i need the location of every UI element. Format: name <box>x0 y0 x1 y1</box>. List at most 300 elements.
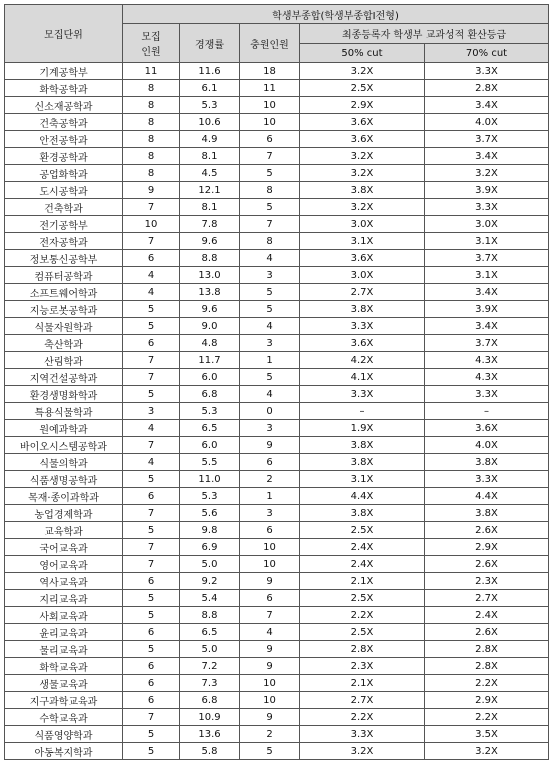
table-body <box>5 63 549 760</box>
extra-cell: 10 <box>240 97 300 114</box>
table-row <box>5 216 549 233</box>
table-row <box>5 318 549 335</box>
unit-cell: 건축학과 <box>5 199 123 216</box>
cut50-cell: 2.4X <box>300 556 425 573</box>
unit-cell: 공업화학과 <box>5 165 123 182</box>
cut70-cell: 3.3X <box>425 199 549 216</box>
table-row <box>5 539 549 556</box>
unit-cell: 산림학과 <box>5 352 123 369</box>
extra-cell: 1 <box>240 352 300 369</box>
ratio-cell: 9.8 <box>180 522 240 539</box>
cut50-cell: 3.2X <box>300 148 425 165</box>
quota-cell: 6 <box>123 250 180 267</box>
cut70-cell: 3.6X <box>425 420 549 437</box>
ratio-cell: 6.8 <box>180 386 240 403</box>
quota-header-line1: 모집 <box>141 32 161 43</box>
cut70-cell: 4.4X <box>425 488 549 505</box>
table-row <box>5 641 549 658</box>
quota-cell: 7 <box>123 709 180 726</box>
quota-cell: 6 <box>123 658 180 675</box>
table-row <box>5 80 549 97</box>
cut50-cell: 3.3X <box>300 318 425 335</box>
ratio-cell: 13.8 <box>180 284 240 301</box>
cut50-cell: 2.5X <box>300 80 425 97</box>
unit-cell: 신소재공학과 <box>5 97 123 114</box>
cut70-cell: 2.4X <box>425 607 549 624</box>
ratio-cell: 9.0 <box>180 318 240 335</box>
quota-cell: 5 <box>123 641 180 658</box>
ratio-cell: 5.5 <box>180 454 240 471</box>
unit-cell: 역사교육과 <box>5 573 123 590</box>
quota-cell: 7 <box>123 539 180 556</box>
ratio-cell: 9.2 <box>180 573 240 590</box>
cut50-cell: 3.6X <box>300 114 425 131</box>
ratio-cell: 6.9 <box>180 539 240 556</box>
ratio-cell: 4.9 <box>180 131 240 148</box>
quota-cell: 6 <box>123 675 180 692</box>
extra-cell: 18 <box>240 63 300 80</box>
table-row <box>5 148 549 165</box>
quota-cell: 5 <box>123 743 180 760</box>
table-row <box>5 743 549 760</box>
cut70-cell: 2.3X <box>425 573 549 590</box>
extra-cell: 9 <box>240 573 300 590</box>
cut70-cell: 3.3X <box>425 471 549 488</box>
extra-cell: 5 <box>240 284 300 301</box>
unit-cell: 식품영양학과 <box>5 726 123 743</box>
ratio-cell: 11.7 <box>180 352 240 369</box>
quota-cell: 4 <box>123 267 180 284</box>
cut50-cell: 4.1X <box>300 369 425 386</box>
quota-cell: 8 <box>123 148 180 165</box>
unit-cell: 윤리교육과 <box>5 624 123 641</box>
unit-cell: 물리교육과 <box>5 641 123 658</box>
unit-cell: 화학교육과 <box>5 658 123 675</box>
table-row <box>5 131 549 148</box>
extra-cell: 5 <box>240 165 300 182</box>
table-row <box>5 505 549 522</box>
quota-cell: 8 <box>123 165 180 182</box>
unit-cell: 환경공학과 <box>5 148 123 165</box>
cut50-cell: 3.6X <box>300 250 425 267</box>
program-group-header: 학생부종합(학생부종합Ⅰ전형) <box>123 5 549 24</box>
unit-cell: 화학공학과 <box>5 80 123 97</box>
table-row <box>5 403 549 420</box>
cut50-cell: 2.7X <box>300 284 425 301</box>
ratio-cell: 7.2 <box>180 658 240 675</box>
cut50-cell: 2.4X <box>300 539 425 556</box>
table-row <box>5 352 549 369</box>
quota-cell: 4 <box>123 420 180 437</box>
cut70-cell: 3.7X <box>425 131 549 148</box>
extra-cell: 6 <box>240 131 300 148</box>
unit-cell: 아동복지학과 <box>5 743 123 760</box>
unit-cell: 수학교육과 <box>5 709 123 726</box>
cut50-cell: 2.2X <box>300 607 425 624</box>
cut70-cell: 2.7X <box>425 590 549 607</box>
quota-cell: 5 <box>123 318 180 335</box>
quota-cell: 6 <box>123 488 180 505</box>
unit-cell: 특용식물학과 <box>5 403 123 420</box>
cut50-cell: 3.1X <box>300 471 425 488</box>
cut50-cell: 2.5X <box>300 590 425 607</box>
unit-cell: 사회교육과 <box>5 607 123 624</box>
cut70-cell: 3.3X <box>425 386 549 403</box>
table-row <box>5 97 549 114</box>
ratio-cell: 5.3 <box>180 488 240 505</box>
extra-cell: 5 <box>240 743 300 760</box>
cut50-cell: 3.0X <box>300 267 425 284</box>
extra-cell: 9 <box>240 641 300 658</box>
ratio-cell: 4.8 <box>180 335 240 352</box>
table-row <box>5 675 549 692</box>
cut70-cell: 2.2X <box>425 675 549 692</box>
table-row <box>5 114 549 131</box>
extra-cell: 3 <box>240 267 300 284</box>
quota-cell: 6 <box>123 624 180 641</box>
cut70-cell: 3.4X <box>425 148 549 165</box>
table-row <box>5 165 549 182</box>
table-row <box>5 420 549 437</box>
cut50-cell: 3.0X <box>300 216 425 233</box>
extra-cell: 3 <box>240 335 300 352</box>
cut50-cell: 3.8X <box>300 437 425 454</box>
extra-cell: 10 <box>240 539 300 556</box>
unit-cell: 지리교육과 <box>5 590 123 607</box>
cut50-cell: 2.8X <box>300 641 425 658</box>
cut50-header: 50% cut <box>300 44 425 63</box>
ratio-cell: 5.3 <box>180 97 240 114</box>
cut70-cell: 2.6X <box>425 556 549 573</box>
cut70-cell: 2.6X <box>425 624 549 641</box>
cut70-cell: 3.4X <box>425 318 549 335</box>
table-row <box>5 301 549 318</box>
cut50-cell: 4.2X <box>300 352 425 369</box>
cut50-cell: 2.2X <box>300 709 425 726</box>
extra-cell: 9 <box>240 437 300 454</box>
cut70-cell: 3.1X <box>425 267 549 284</box>
quota-cell: 5 <box>123 386 180 403</box>
cut70-cell: 3.9X <box>425 182 549 199</box>
table-row <box>5 658 549 675</box>
table-row <box>5 692 549 709</box>
unit-cell: 건축공학과 <box>5 114 123 131</box>
table-row <box>5 590 549 607</box>
cut50-cell: – <box>300 403 425 420</box>
cut70-cell: 3.0X <box>425 216 549 233</box>
extra-cell: 4 <box>240 386 300 403</box>
quota-cell: 5 <box>123 301 180 318</box>
quota-cell: 5 <box>123 471 180 488</box>
cut50-cell: 2.5X <box>300 624 425 641</box>
table-row <box>5 233 549 250</box>
quota-cell: 4 <box>123 454 180 471</box>
table-row <box>5 471 549 488</box>
ratio-header: 경쟁률 <box>180 24 240 63</box>
grade-group-header: 최종등록자 학생부 교과성적 환산등급 <box>300 24 549 44</box>
extra-cell: 7 <box>240 148 300 165</box>
quota-cell: 8 <box>123 80 180 97</box>
ratio-cell: 5.3 <box>180 403 240 420</box>
extra-cell: 6 <box>240 454 300 471</box>
table-row <box>5 182 549 199</box>
table-row <box>5 726 549 743</box>
table-row <box>5 607 549 624</box>
extra-cell: 0 <box>240 403 300 420</box>
cut70-cell: 3.8X <box>425 454 549 471</box>
extra-cell: 10 <box>240 556 300 573</box>
table-row <box>5 556 549 573</box>
ratio-cell: 13.0 <box>180 267 240 284</box>
cut70-cell: 2.9X <box>425 539 549 556</box>
cut50-cell: 3.3X <box>300 726 425 743</box>
cut70-cell: 4.0X <box>425 114 549 131</box>
quota-cell: 7 <box>123 199 180 216</box>
extra-cell: 1 <box>240 488 300 505</box>
ratio-cell: 8.8 <box>180 607 240 624</box>
cut50-cell: 3.6X <box>300 131 425 148</box>
extra-cell: 6 <box>240 590 300 607</box>
cut50-cell: 2.7X <box>300 692 425 709</box>
cut70-cell: 3.9X <box>425 301 549 318</box>
unit-cell: 목재·종이과학과 <box>5 488 123 505</box>
ratio-cell: 6.8 <box>180 692 240 709</box>
quota-cell: 7 <box>123 505 180 522</box>
table-row <box>5 199 549 216</box>
unit-cell: 정보통신공학부 <box>5 250 123 267</box>
cut70-header: 70% cut <box>425 44 549 63</box>
unit-cell: 지역건설공학과 <box>5 369 123 386</box>
cut50-cell: 3.2X <box>300 743 425 760</box>
unit-cell: 생물교육과 <box>5 675 123 692</box>
unit-cell: 기계공학부 <box>5 63 123 80</box>
unit-cell: 안전공학과 <box>5 131 123 148</box>
ratio-cell: 12.1 <box>180 182 240 199</box>
quota-cell: 5 <box>123 607 180 624</box>
ratio-cell: 6.0 <box>180 437 240 454</box>
unit-cell: 도시공학과 <box>5 182 123 199</box>
cut70-cell: 4.3X <box>425 369 549 386</box>
table-row <box>5 250 549 267</box>
quota-cell: 8 <box>123 97 180 114</box>
cut50-cell: 3.2X <box>300 165 425 182</box>
quota-cell: 8 <box>123 114 180 131</box>
quota-cell: 7 <box>123 369 180 386</box>
table-row <box>5 335 549 352</box>
table-row <box>5 386 549 403</box>
extra-cell: 2 <box>240 726 300 743</box>
extra-cell: 9 <box>240 658 300 675</box>
table-row <box>5 267 549 284</box>
extra-cell: 4 <box>240 318 300 335</box>
extra-cell: 2 <box>240 471 300 488</box>
table-row <box>5 488 549 505</box>
cut70-cell: 3.2X <box>425 165 549 182</box>
ratio-cell: 5.0 <box>180 556 240 573</box>
table-row <box>5 522 549 539</box>
unit-cell: 식물의학과 <box>5 454 123 471</box>
ratio-cell: 4.5 <box>180 165 240 182</box>
ratio-cell: 6.5 <box>180 624 240 641</box>
cut70-cell: 3.5X <box>425 726 549 743</box>
extra-cell: 10 <box>240 692 300 709</box>
cut70-cell: 2.2X <box>425 709 549 726</box>
ratio-cell: 9.6 <box>180 233 240 250</box>
quota-cell: 9 <box>123 182 180 199</box>
extra-cell: 10 <box>240 114 300 131</box>
quota-cell: 10 <box>123 216 180 233</box>
ratio-cell: 7.3 <box>180 675 240 692</box>
quota-cell: 7 <box>123 437 180 454</box>
cut70-cell: 4.0X <box>425 437 549 454</box>
unit-cell: 전기공학부 <box>5 216 123 233</box>
ratio-cell: 10.9 <box>180 709 240 726</box>
quota-cell: 11 <box>123 63 180 80</box>
unit-cell: 지능로봇공학과 <box>5 301 123 318</box>
ratio-cell: 13.6 <box>180 726 240 743</box>
extra-cell: 6 <box>240 522 300 539</box>
extra-cell: 7 <box>240 216 300 233</box>
ratio-cell: 5.4 <box>180 590 240 607</box>
cut50-cell: 3.6X <box>300 335 425 352</box>
cut50-cell: 3.3X <box>300 386 425 403</box>
unit-cell: 영어교육과 <box>5 556 123 573</box>
extra-cell: 5 <box>240 369 300 386</box>
unit-cell: 식물자원학과 <box>5 318 123 335</box>
extra-cell: 8 <box>240 182 300 199</box>
unit-cell: 원예과학과 <box>5 420 123 437</box>
cut70-cell: 3.7X <box>425 250 549 267</box>
extra-cell: 9 <box>240 709 300 726</box>
table-row <box>5 624 549 641</box>
cut50-cell: 3.2X <box>300 199 425 216</box>
cut70-cell: 2.8X <box>425 80 549 97</box>
unit-cell: 바이오시스템공학과 <box>5 437 123 454</box>
ratio-cell: 11.6 <box>180 63 240 80</box>
cut50-cell: 2.5X <box>300 522 425 539</box>
extra-cell: 8 <box>240 233 300 250</box>
admission-results-table <box>4 4 549 760</box>
cut50-cell: 3.2X <box>300 63 425 80</box>
unit-cell: 환경생명화학과 <box>5 386 123 403</box>
unit-cell: 농업경제학과 <box>5 505 123 522</box>
quota-header <box>123 24 180 63</box>
extra-cell: 4 <box>240 250 300 267</box>
unit-header: 모집단위 <box>5 5 123 63</box>
extra-cell: 5 <box>240 301 300 318</box>
cut50-cell: 2.1X <box>300 675 425 692</box>
quota-cell: 5 <box>123 726 180 743</box>
ratio-cell: 5.6 <box>180 505 240 522</box>
extra-cell: 5 <box>240 199 300 216</box>
cut50-cell: 3.8X <box>300 454 425 471</box>
extra-cell: 4 <box>240 624 300 641</box>
cut70-cell: 2.6X <box>425 522 549 539</box>
table-row <box>5 709 549 726</box>
cut70-cell: 3.4X <box>425 284 549 301</box>
cut70-cell: – <box>425 403 549 420</box>
quota-cell: 6 <box>123 573 180 590</box>
table-row <box>5 454 549 471</box>
table-row <box>5 63 549 80</box>
ratio-cell: 8.1 <box>180 148 240 165</box>
unit-cell: 국어교육과 <box>5 539 123 556</box>
cut70-cell: 4.3X <box>425 352 549 369</box>
ratio-cell: 11.0 <box>180 471 240 488</box>
cut50-cell: 3.8X <box>300 301 425 318</box>
ratio-cell: 10.6 <box>180 114 240 131</box>
quota-cell: 5 <box>123 522 180 539</box>
quota-cell: 7 <box>123 233 180 250</box>
cut70-cell: 3.3X <box>425 63 549 80</box>
ratio-cell: 6.5 <box>180 420 240 437</box>
table-row <box>5 437 549 454</box>
extra-cell: 10 <box>240 675 300 692</box>
cut50-cell: 1.9X <box>300 420 425 437</box>
quota-cell: 7 <box>123 352 180 369</box>
extra-cell: 3 <box>240 420 300 437</box>
extra-cell: 3 <box>240 505 300 522</box>
quota-cell: 6 <box>123 692 180 709</box>
table-row <box>5 369 549 386</box>
quota-cell: 6 <box>123 335 180 352</box>
unit-cell: 컴퓨터공학과 <box>5 267 123 284</box>
quota-cell: 5 <box>123 590 180 607</box>
ratio-cell: 8.8 <box>180 250 240 267</box>
ratio-cell: 8.1 <box>180 199 240 216</box>
cut70-cell: 3.7X <box>425 335 549 352</box>
extra-header: 충원인원 <box>240 24 300 63</box>
cut50-cell: 4.4X <box>300 488 425 505</box>
quota-header-line2: 인원 <box>141 47 161 58</box>
extra-cell: 11 <box>240 80 300 97</box>
ratio-cell: 5.8 <box>180 743 240 760</box>
cut70-cell: 3.4X <box>425 97 549 114</box>
unit-cell: 교육학과 <box>5 522 123 539</box>
quota-cell: 8 <box>123 131 180 148</box>
unit-cell: 축산학과 <box>5 335 123 352</box>
quota-cell: 4 <box>123 284 180 301</box>
ratio-cell: 7.8 <box>180 216 240 233</box>
unit-cell: 전자공학과 <box>5 233 123 250</box>
cut70-cell: 3.2X <box>425 743 549 760</box>
extra-cell: 7 <box>240 607 300 624</box>
cut70-cell: 3.1X <box>425 233 549 250</box>
quota-cell: 3 <box>123 403 180 420</box>
cut50-cell: 3.8X <box>300 505 425 522</box>
ratio-cell: 5.0 <box>180 641 240 658</box>
unit-cell: 소프트웨어학과 <box>5 284 123 301</box>
cut70-cell: 2.9X <box>425 692 549 709</box>
cut70-cell: 3.8X <box>425 505 549 522</box>
cut50-cell: 3.1X <box>300 233 425 250</box>
table-header <box>5 5 549 63</box>
ratio-cell: 6.0 <box>180 369 240 386</box>
table-row <box>5 573 549 590</box>
cut70-cell: 2.8X <box>425 641 549 658</box>
cut50-cell: 2.9X <box>300 97 425 114</box>
cut50-cell: 2.3X <box>300 658 425 675</box>
unit-cell: 식품생명공학과 <box>5 471 123 488</box>
table-row <box>5 284 549 301</box>
cut70-cell: 2.8X <box>425 658 549 675</box>
cut50-cell: 2.1X <box>300 573 425 590</box>
ratio-cell: 9.6 <box>180 301 240 318</box>
quota-cell: 7 <box>123 556 180 573</box>
unit-cell: 지구과학교육과 <box>5 692 123 709</box>
cut50-cell: 3.8X <box>300 182 425 199</box>
ratio-cell: 6.1 <box>180 80 240 97</box>
